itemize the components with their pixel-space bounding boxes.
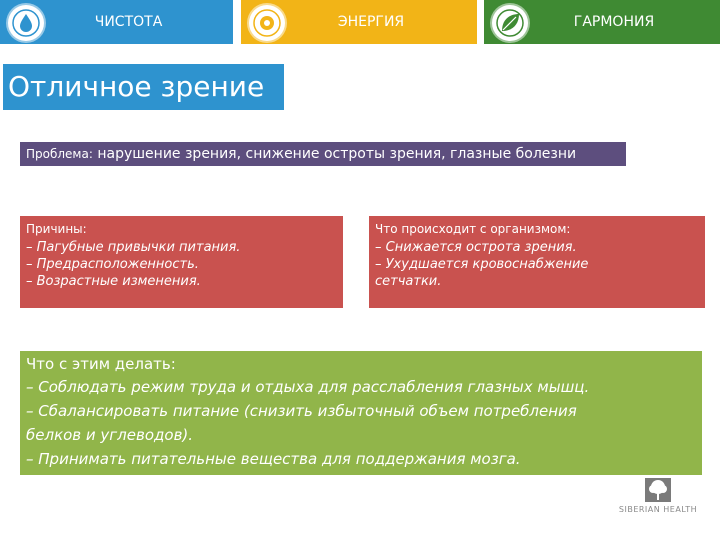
causes-item: – Предрасположенность. — [26, 257, 199, 272]
todo-heading: Что с этим делать: — [26, 355, 176, 373]
brand-logo — [612, 478, 704, 522]
tree-icon — [645, 478, 671, 502]
tab-harmony-label: ГАРМОНИЯ — [573, 14, 655, 30]
todo-box — [20, 351, 702, 475]
tab-purity[interactable] — [0, 0, 233, 44]
tab-energy-label: ЭНЕРГИЯ — [337, 14, 405, 30]
todo-item: белков и углеводов). — [26, 426, 194, 444]
causes-box — [20, 216, 343, 308]
effects-heading: Что происходит с организмом: — [375, 222, 571, 236]
causes-item: – Возрастные изменения. — [26, 274, 201, 289]
problem-label: Проблема: — [26, 147, 93, 161]
causes-item: – Пагубные привычки питания. — [26, 240, 241, 255]
effects-item: сетчатки. — [375, 274, 442, 289]
tab-purity-label: ЧИСТОТА — [94, 14, 163, 30]
tab-harmony[interactable] — [484, 0, 720, 44]
todo-item: – Сбалансировать питание (снизить избыточный объем потребления — [26, 402, 577, 420]
causes-heading: Причины: — [26, 222, 87, 236]
page-title: Отличное зрение — [3, 64, 284, 110]
effects-box — [369, 216, 705, 308]
problem-bar — [20, 142, 626, 166]
logo-text: SIBERIAN HEALTH — [618, 505, 698, 514]
effects-item: – Снижается острота зрения. — [375, 240, 577, 255]
tab-energy[interactable] — [241, 0, 477, 44]
effects-item: – Ухудшается кровоснабжение — [375, 257, 589, 272]
problem-text: нарушение зрения, снижение остроты зрения, глазные болезни — [92, 146, 577, 162]
todo-item: – Соблюдать режим труда и отдыха для расслабления глазных мышц. — [26, 378, 590, 396]
todo-item: – Принимать питательные вещества для поддержания мозга. — [26, 450, 521, 468]
